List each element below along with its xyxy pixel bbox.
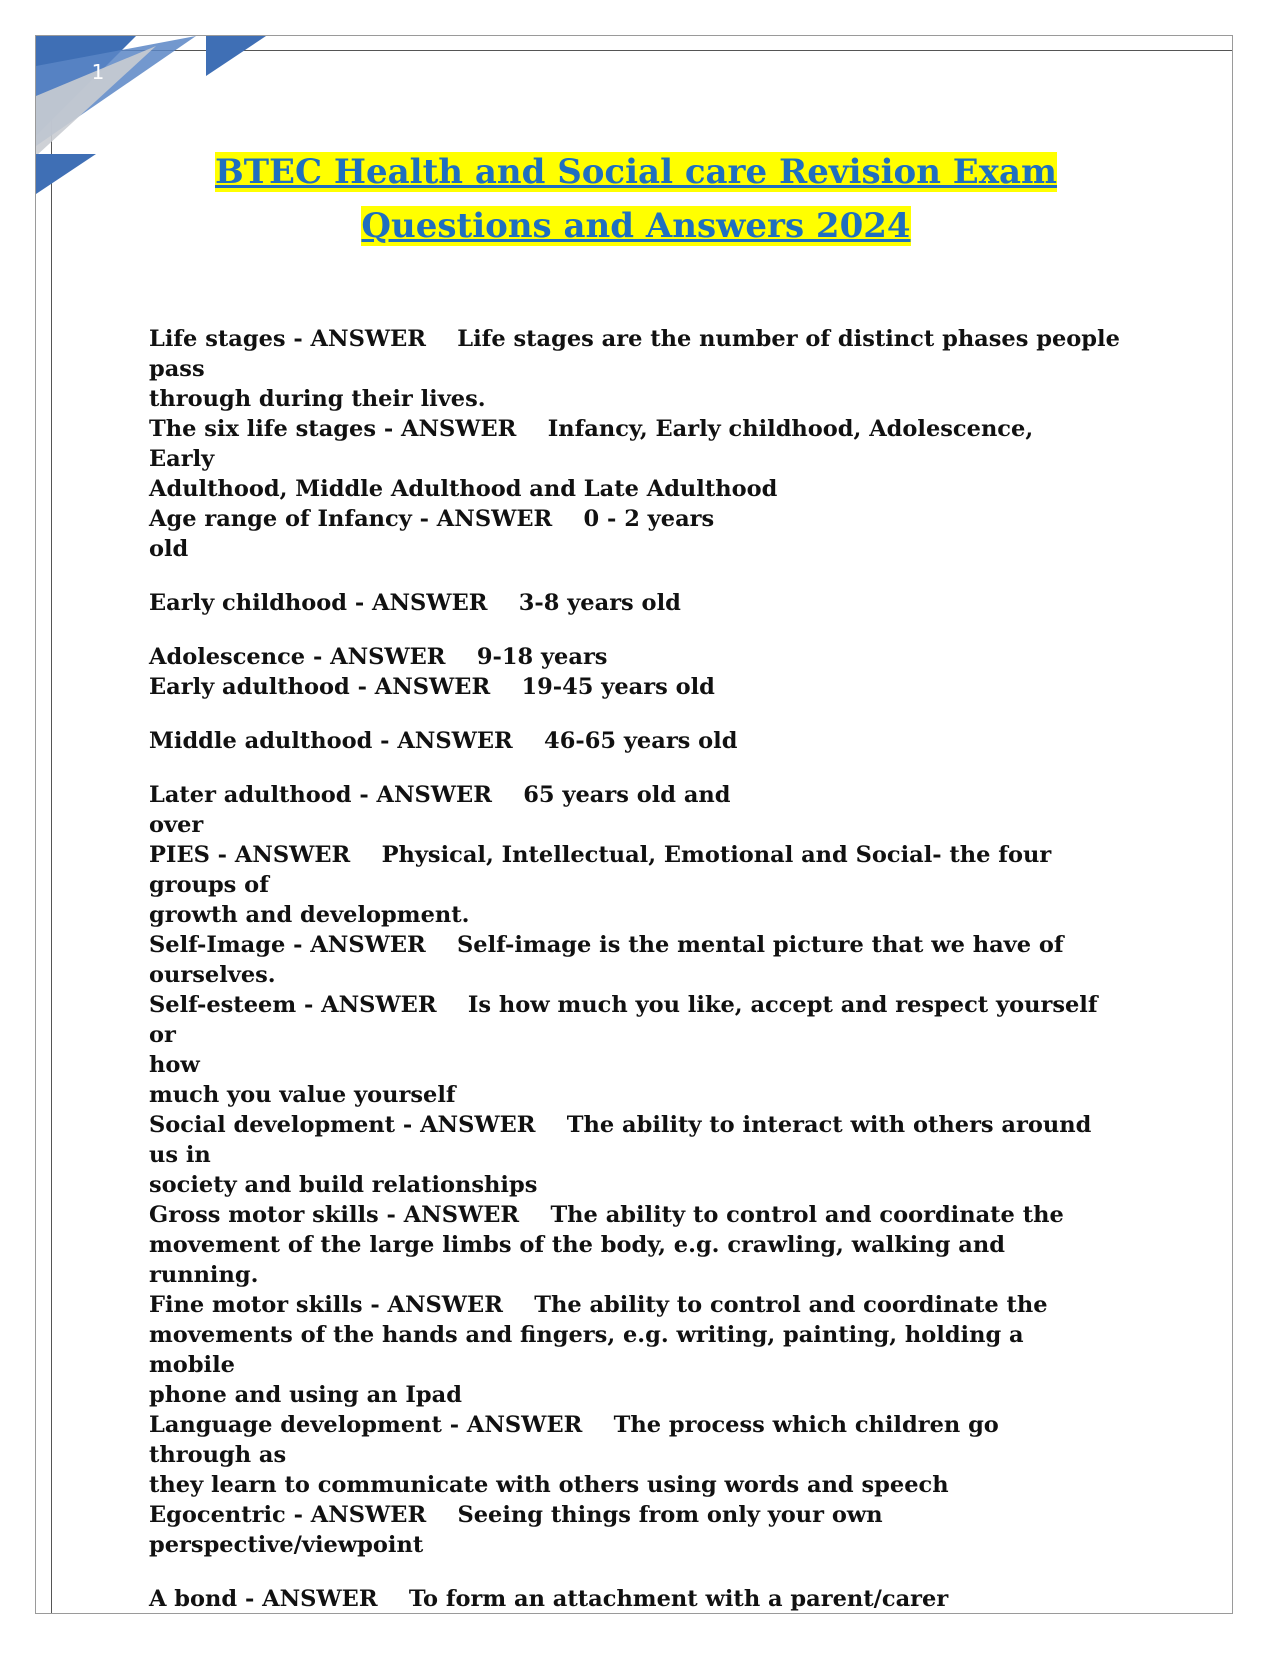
qa-entry: Early adulthood - ANSWER 19-45 years old (149, 674, 715, 700)
qa-entry: Fine motor skills - ANSWER The ability to control and coordinate the movements of the hands and fingers, e.g. writing, painting, holding a mobile phone and using an Ipad (149, 1292, 1048, 1408)
qa-entry: Life stages - ANSWER Life stages are the number of distinct phases people pass through during their lives. (149, 326, 1120, 412)
entry-spacer (149, 1560, 1129, 1584)
qa-entry: Egocentric - ANSWER Seeing things from only your own perspective/viewpoint (149, 1502, 883, 1558)
qa-entry: Social development - ANSWER The ability to interact with others around us in society and build relationships (149, 1112, 1092, 1198)
document-title (136, 148, 1136, 256)
qa-entry: Gross motor skills - ANSWER The ability to control and coordinate the movement of the large limbs of the body, e.g. crawling, walking and running. (149, 1202, 1064, 1288)
entry-spacer (149, 564, 1129, 588)
qa-entry: Self-esteem - ANSWER Is how much you like, accept and respect yourself or how much you value yourself (149, 992, 1098, 1108)
qa-entry: Middle adulthood - ANSWER 46-65 years old (149, 728, 738, 754)
page-frame-left-rule (51, 50, 52, 1614)
entry-spacer (149, 702, 1129, 726)
entry-spacer (149, 756, 1129, 780)
qa-list (149, 324, 1129, 1614)
qa-entry: PIES - ANSWER Physical, Intellectual, Emotional and Social- the four groups of growth and development. (149, 842, 1052, 928)
qa-entry: Age range of Infancy - ANSWER 0 - 2 years old (149, 506, 715, 562)
qa-entry: Later adulthood - ANSWER 65 years old and over (149, 782, 731, 838)
qa-entry: A bond - ANSWER To form an attachment with a parent/carer (149, 1586, 949, 1612)
document-page (35, 35, 1233, 1614)
qa-entry: Language development - ANSWER The process which children go through as they learn to communicate with others using words and speech (149, 1412, 999, 1498)
qa-entry: Self-Image - ANSWER Self-image is the mental picture that we have of ourselves. (149, 932, 1064, 988)
qa-entry: The six life stages - ANSWER Infancy, Early childhood, Adolescence, Early Adulthood, Middle Adulthood and Late Adulthood (149, 416, 1034, 502)
entry-spacer (149, 618, 1129, 642)
qa-entry: Adolescence - ANSWER 9-18 years (149, 644, 608, 670)
title-line-1: BTEC Health and Social care Revision Exam (215, 152, 1057, 192)
qa-entry: Early childhood - ANSWER 3-8 years old (149, 590, 681, 616)
page-number: 1 (91, 60, 105, 84)
title-line-2: Questions and Answers 2024 (361, 206, 911, 246)
